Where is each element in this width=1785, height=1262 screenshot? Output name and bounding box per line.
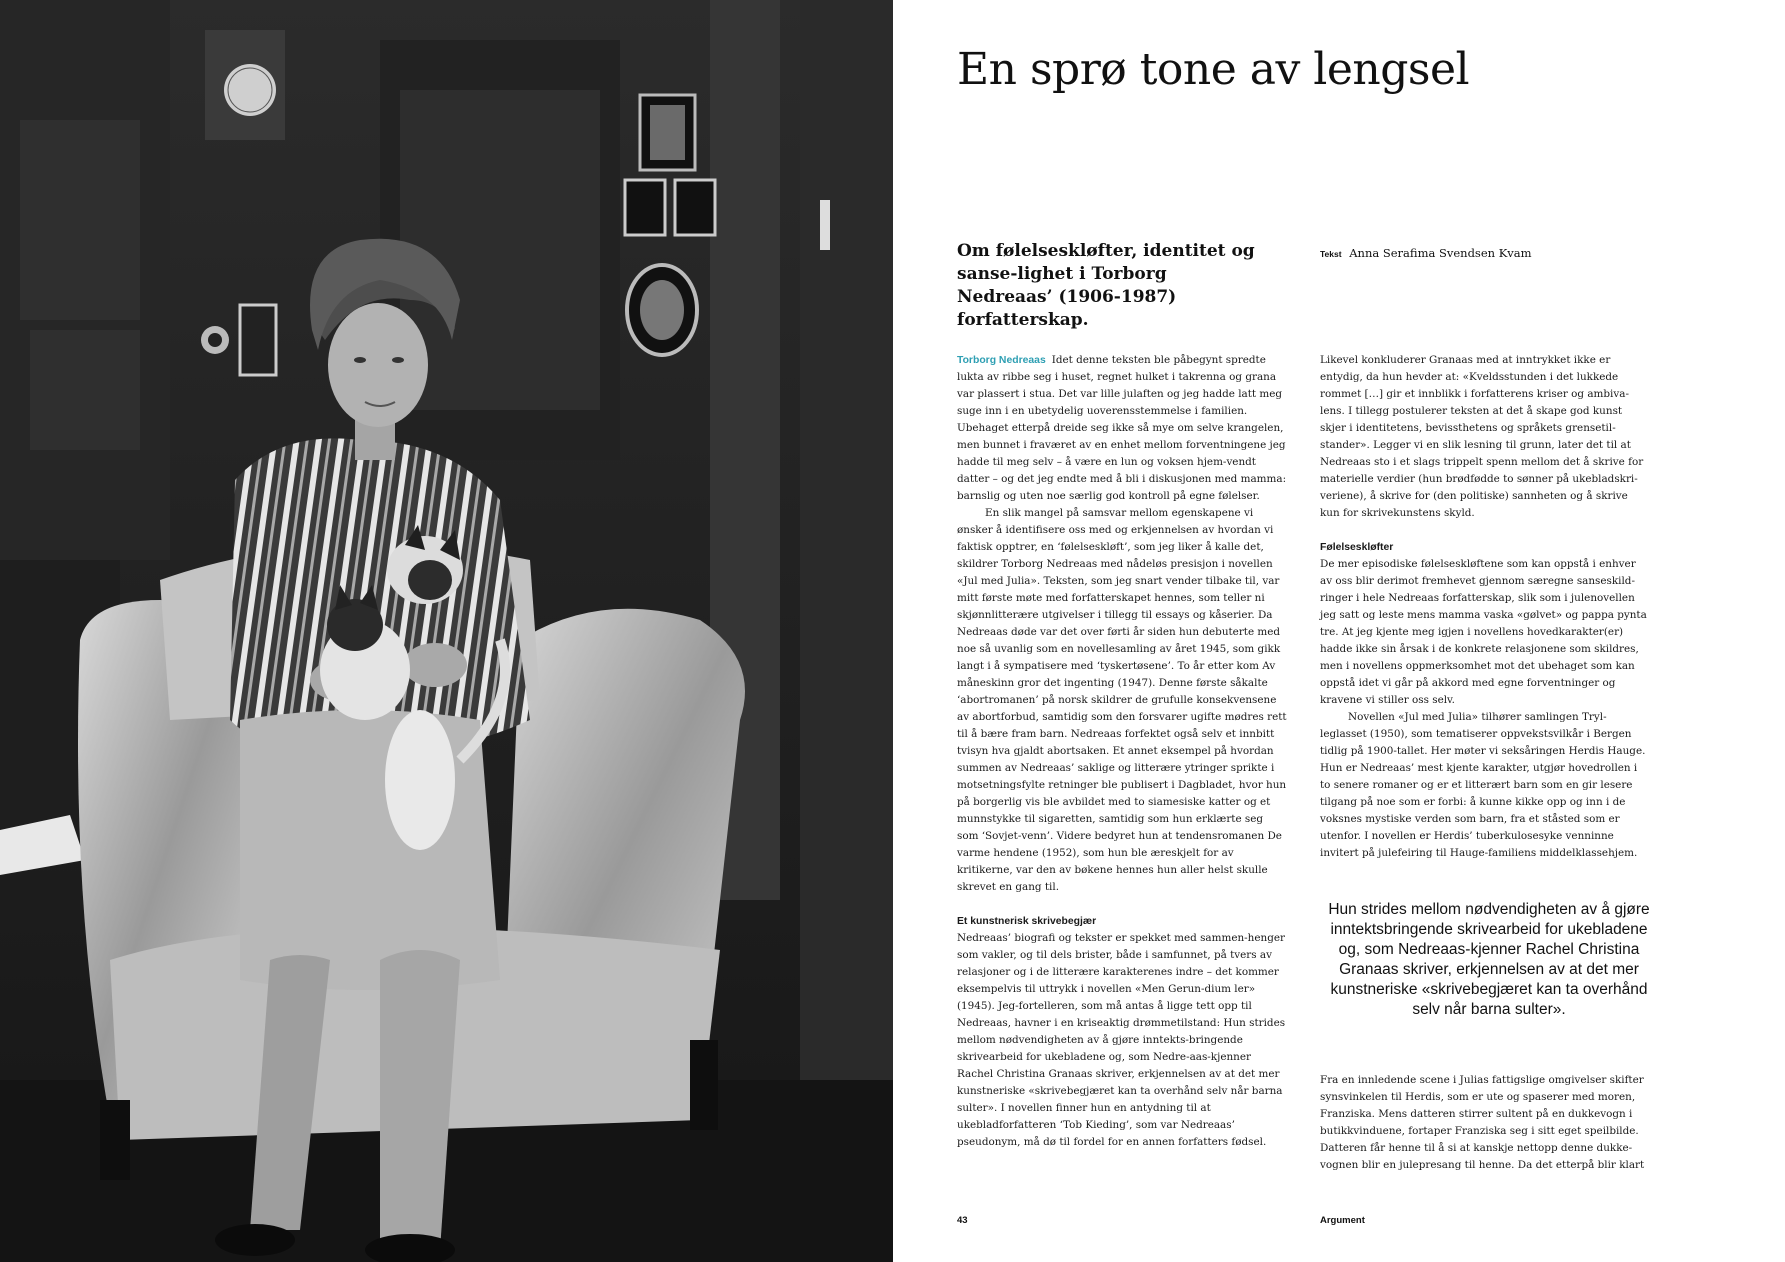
byline-label: Tekst xyxy=(1320,249,1342,259)
section-heading: Et kunstnerisk skrivebegjær xyxy=(957,916,1097,927)
article-lede: Om følelseskløfter, identitet og sanse-lighet i Torborg Nedreaas’ (1906-1987) forfatterskap. xyxy=(957,241,1255,330)
paragraph: Novellen «Jul med Julia» tilhører samlingen Tryl-leglasset (1950), som tematiserer oppvekstsvilkår i Bergen tidlig på 1900-tallet. Her møter vi seksåringen Herdis Hauge. Hun er Nedreaas’ mest kjente karakter, utgjør hovedrollen i to senere romaner og er et litterært barn som en gir lesere tilgang på noe som er forbi: å kunne kikke opp og inn i de voksnes mystiske verden som barn, fra et ståsted som er utenfor. I novellen er Herdis’ tuberkulosesyke venninne invitert på julefeiring til Hauge-familiens middelklassehjem. xyxy=(1320,711,1646,859)
article-page xyxy=(893,0,1785,1262)
byline-author: Anna Serafima Svendsen Kvam xyxy=(1349,246,1532,260)
paragraph: Fra en innledende scene i Julias fattigslige omgivelser skifter synsvinkelen til Herdis, som er ute og spaserer med moren, Franziska. Mens datteren stirrer sultent på en dukkevogn i butikkvinduene, fortaper Franziska seg i sitt eget speilbilde. Datteren får henne til å si at kanskje nettopp denne dukke-vognen blir en julepresang til henne. Da det etterpå blir klart xyxy=(1320,1074,1645,1171)
article-title: En sprø tone av lengsel xyxy=(957,44,1470,95)
paragraph xyxy=(957,352,1287,505)
section-heading: Følelseskløfter xyxy=(1320,542,1394,553)
kicker: Torborg Nedreaas xyxy=(957,355,1046,366)
body-column-2-continued xyxy=(1320,1072,1650,1174)
paragraph-text: Idet denne teksten ble påbegynt spredte lukta av ribbe seg i huset, regnet hulket i takrenna og grana var plassert i stua. Det var lille julaften og jeg hadde latt meg suge inn i en ubetydelig uoverensstemmelse i familien. Ubehaget etterpå dreide seg ikke så mye om selve krangelen, men bunnet i fraværet av en enhet mellom forventningene jeg hadde til meg selv – å være en lun og voksen hjem-vendt datter – og det jeg endte med å bli i diskusjonen med mamma: barnslig og uten noe særlig god kontroll på egne følelser. xyxy=(957,354,1287,502)
pull-quote: Hun strides mellom nødvendigheten av å gjøre inntektsbringende skrivearbeid for ukebladene og, som Nedreaas-kjenner Rachel Christina Granaas skriver, erkjennelsen av at det mer kunstneriske «skrivebegjæret kan ta overhånd selv når barna sulter». xyxy=(1328,901,1650,1018)
body-column-1 xyxy=(957,352,1287,1151)
paragraph: Likevel konkluderer Granaas med at inntrykket ikke er entydig, da hun hevder at: «Kveldsstunden i det lukkede rommet […] gir et innblikk i forfatterens kriser og ambiva-lens. I tillegg postulerer teksten at det å skape god kunst skjer i identitetens, bevissthetens og språkets grensetil-stander». Legger vi en slik lesning til grunn, later det til at Nedreaas sto i et slags trippelt spenn mellom det å skrive for materielle verdier (hun brødfødde to sønner på ukebladskri-veriene), å skrive for (den politiske) sannheten og å skrive kun for skrivekunstens skyld. xyxy=(1320,354,1644,519)
body-column-2 xyxy=(1320,352,1650,862)
paragraph: Nedreaas’ biografi og tekster er spekket med sammen-henger som vakler, og til dels brister, både i samfunnet, på tvers av relasjoner og i de litterære karakterenes indre – det kommer eksempelvis til uttrykk i novellen «Men Gerun-dium ler» (1945). Jeg-fortelleren, som må antas å ligge tett opp til Nedreaas, havner i en kriseaktig drømmetilstand: Hun strides mellom nødvendigheten av å gjøre inntekts-bringende skrivearbeid for ukebladene og, som Nedre-aas-kjenner Rachel Christina Granaas skriver, erkjennelsen av at det mer kunstneriske «skrivebegjæret kan ta overhånd selv når barna sulter». I novellen finner hun en antydning til at ukebladforfatteren ‘Tob Kieding’, som var Nedreaas’ pseudonym, må dø til fordel for en annen forfatters fødsel. xyxy=(957,932,1286,1148)
paragraph: En slik mangel på samsvar mellom egenskapene vi ønsker å identifisere oss med og erkjennelsen av hvordan vi faktisk opptrer, en ‘følelseskløft’, som jeg liker å kalle det, skildrer Torborg Nedreaas med nådeløs presisjon i novellen «Jul med Julia». Teksten, som jeg snart vender tilbake til, var mitt første møte med forfatterskapet hennes, som teller ni skjønnlitterære utgivelser i tillegg til essays og kåserier. Da Nedreaas døde var det over førti år siden hun debuterte med noe så uvanlig som en novellesamling av året 1945, som gikk langt i å sympatisere med ‘tyskertøsene’. To år etter kom Av måneskinn gror det ingenting (1947). Denne første såkalte ‘abortromanen’ på norsk skildrer de grufulle konsekvensene av abortforbud, samtidig som den forsvarer ugifte mødres rett til å bære fram barn. Nedreaas forfektet også selv et innbitt tvisyn hva gjaldt abortsaken. Et annet eksempel på hvordan summen av Nedreaas’ saklige og litterære ytringer sprikte i motsetningsfylte retninger ble publisert i Dagbladet, hvor hun på borgerlig vis ble avbildet med to siamesiske katter og et munnstykke til sigaretten, samtidig som hun erklærte seg som ‘Sovjet-venn’. Videre bedyret hun at tendensromanen De varme hendene (1952), som hun ble æreskjelt for av kritikerne, var den av bøkene hennes hun aller helst skulle skrevet en gang til. xyxy=(957,507,1287,893)
byline xyxy=(1320,246,1532,260)
magazine-name: Argument xyxy=(1320,1215,1365,1226)
paragraph: De mer episodiske følelseskløftene som kan oppstå i enhver av oss blir derimot fremhevet gjennom særegne sanseskild-ringer i hele Nedreaas forfatterskap, slik som i julenovellen jeg satt og leste mens mamma vaska «gølvet» og pappa pynta tre. At jeg kjente meg igjen i novellens hovedkarakter(er) hadde ikke sin årsak i de konkrete relasjonene som skildres, men i novellens oppmerksomhet mot det ubehaget som kan oppstå idet vi går på akkord med egne forventninger og kravene vi stiller oss selv. xyxy=(1320,558,1647,706)
page-number: 43 xyxy=(957,1215,968,1226)
